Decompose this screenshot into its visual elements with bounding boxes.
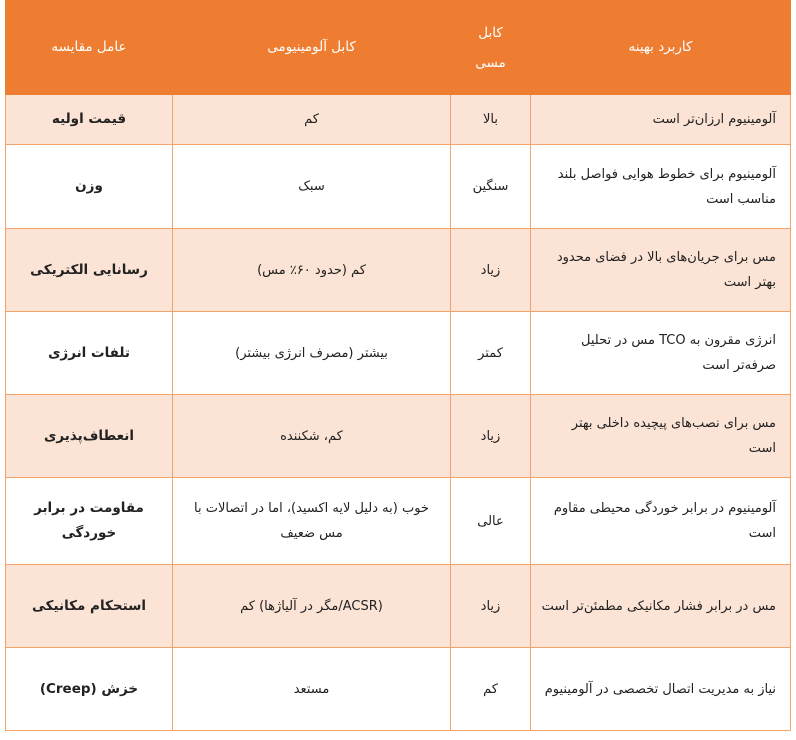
cell-copper: زیاد bbox=[451, 565, 531, 648]
cell-copper: سنگین bbox=[451, 145, 531, 229]
header-optimal-use: کاربرد بهینه bbox=[531, 1, 791, 95]
cell-copper: بالا bbox=[451, 95, 531, 145]
cell-factor: انعطاف‌پذیری bbox=[6, 395, 173, 478]
header-comparison-factor: عامل مقایسه bbox=[6, 1, 173, 95]
cell-aluminum: مستعد bbox=[173, 648, 451, 731]
table-row bbox=[6, 565, 791, 648]
cell-copper: کم bbox=[451, 648, 531, 731]
table-row bbox=[6, 229, 791, 312]
cell-aluminum: کم bbox=[173, 95, 451, 145]
cell-copper: زیاد bbox=[451, 395, 531, 478]
table-row bbox=[6, 478, 791, 565]
header-aluminum-cable: کابل آلومینیومی bbox=[173, 1, 451, 95]
table-row bbox=[6, 395, 791, 478]
comparison-table bbox=[5, 0, 791, 731]
cell-copper: زیاد bbox=[451, 229, 531, 312]
cell-aluminum: خوب (به دلیل لایه اکسید)، اما در اتصالات با مس ضعیف bbox=[173, 478, 451, 565]
cell-factor: تلفات انرژی bbox=[6, 312, 173, 395]
table-row bbox=[6, 145, 791, 229]
cell-factor: وزن bbox=[6, 145, 173, 229]
cell-optimal-use: انرژی مقرون به TCO مس در تحلیل صرفه‌تر است bbox=[531, 312, 791, 395]
table-row bbox=[6, 95, 791, 145]
cell-optimal-use: مس در برابر فشار مکانیکی مطمئن‌تر است bbox=[531, 565, 791, 648]
cell-factor: قیمت اولیه bbox=[6, 95, 173, 145]
comparison-table-container bbox=[5, 0, 790, 731]
cell-optimal-use: نیاز به مدیریت اتصال تخصصی در آلومینیوم bbox=[531, 648, 791, 731]
cell-optimal-use: مس برای جریان‌های بالا در فضای محدود بهتر است bbox=[531, 229, 791, 312]
table-row bbox=[6, 312, 791, 395]
cell-aluminum: بیشتر (مصرف انرژی بیشتر) bbox=[173, 312, 451, 395]
cell-aluminum: (ACSR/مگر در آلیاژها) کم bbox=[173, 565, 451, 648]
cell-optimal-use: آلومینیوم در برابر خوردگی محیطی مقاوم است bbox=[531, 478, 791, 565]
cell-copper: کمتر bbox=[451, 312, 531, 395]
cell-copper: عالی bbox=[451, 478, 531, 565]
table-row bbox=[6, 648, 791, 731]
cell-factor: خزش (Creep) bbox=[6, 648, 173, 731]
cell-optimal-use: آلومینیوم برای خطوط هوایی فواصل بلند مناسب است bbox=[531, 145, 791, 229]
cell-factor: مقاومت در برابر خوردگی bbox=[6, 478, 173, 565]
cell-aluminum: کم، شکننده bbox=[173, 395, 451, 478]
cell-optimal-use: مس برای نصب‌های پیچیده داخلی بهتر است bbox=[531, 395, 791, 478]
cell-optimal-use: آلومینیوم ارزان‌تر است bbox=[531, 95, 791, 145]
table-header-row bbox=[6, 1, 791, 95]
cell-factor: رسانایی الکتریکی bbox=[6, 229, 173, 312]
header-copper-cable: کابل مسی bbox=[451, 1, 531, 95]
cell-aluminum: سبک bbox=[173, 145, 451, 229]
cell-factor: استحکام مکانیکی bbox=[6, 565, 173, 648]
cell-aluminum: کم (حدود ۶۰٪ مس) bbox=[173, 229, 451, 312]
